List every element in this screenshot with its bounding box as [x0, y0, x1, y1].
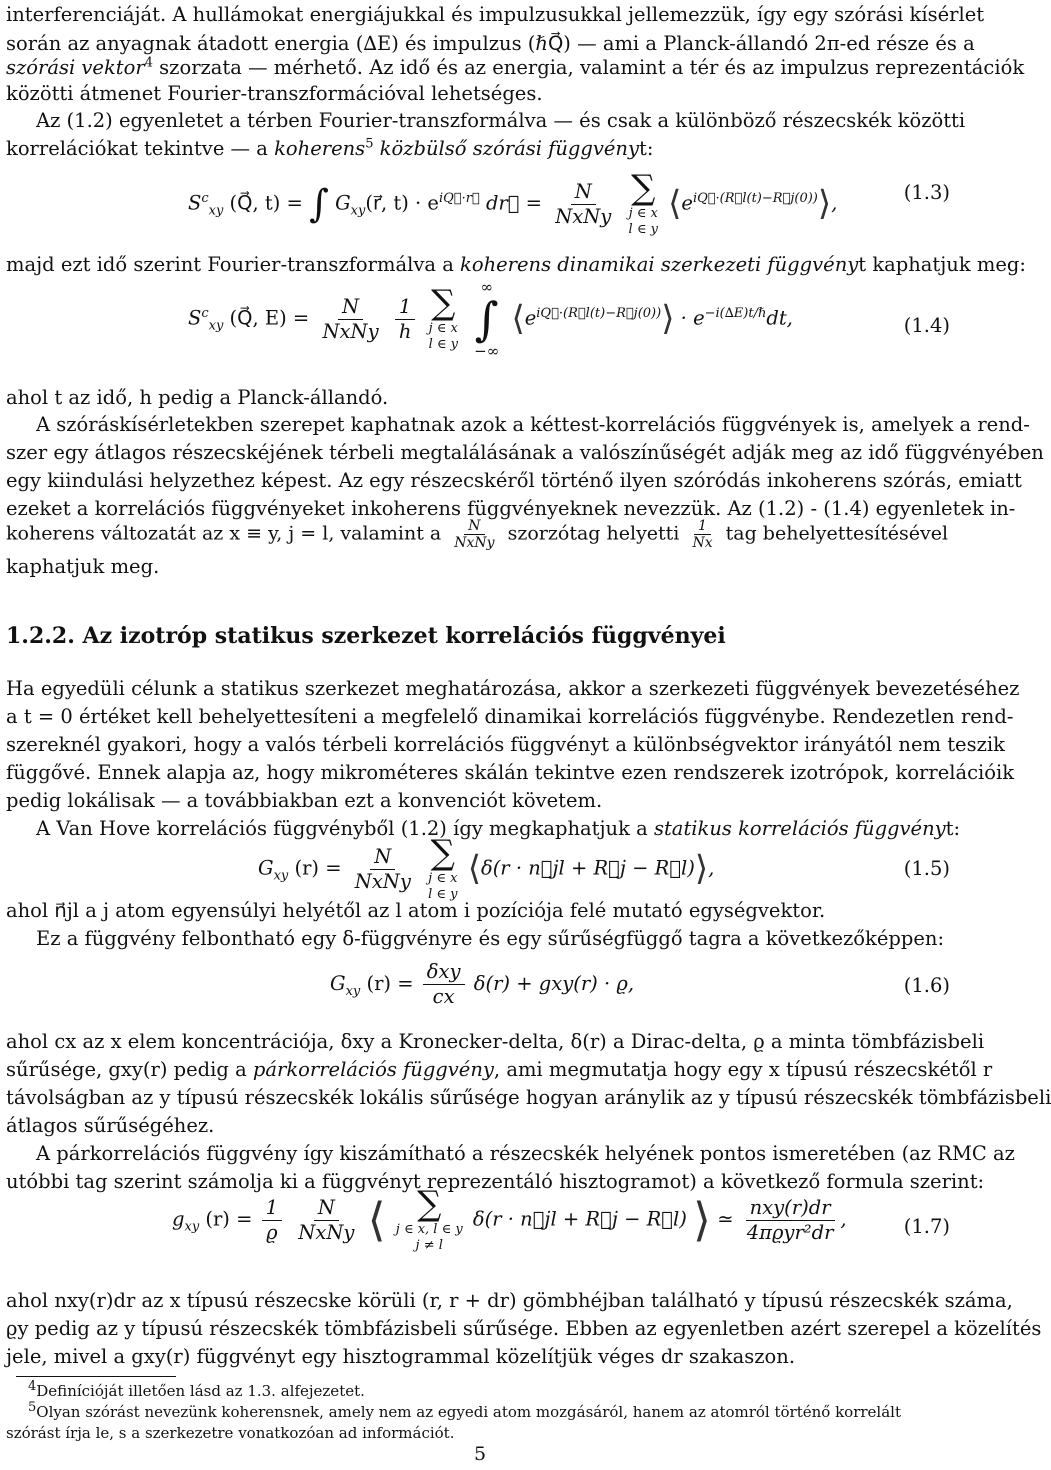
- body-text-line: [6, 518, 956, 551]
- body-text-line: szer egy átlagos részecskéjének térbeli megtalálásának a valószínűségét adják meg az idő függvényében: [6, 441, 1044, 464]
- body-text: szorzótag helyetti: [507, 522, 680, 545]
- footnote-5: [6, 1402, 956, 1423]
- footnote-text: Definícióját illetően lásd az 1.3. alfejezetet.: [36, 1382, 365, 1400]
- fraction: $\frac{1}{h}$: [395, 295, 416, 344]
- body-text-line: ahol n⃗jl a j atom egyensúlyi helyétől az l atom i pozíciója felé mutató egységvektor.: [6, 899, 826, 922]
- body-text-line: ahol cx az x elem koncentrációja, δxy a Kronecker-delta, δ(r) a Dirac-delta, ϱ a minta tömbfázisbeli: [6, 1030, 985, 1053]
- body-text-line: [6, 53, 1025, 82]
- body-text-line: [6, 250, 1026, 279]
- sum-sign: ∑ j ∈ x l ∈ y: [628, 168, 658, 237]
- body-text: A Van Hove korrelációs függvényből (1.2) így megkaphatjuk a: [36, 817, 648, 840]
- body-text-line: szereknél gyakori, hogy a valós térbeli korrelációs függvényt a különbségvektor irányától nem teszik: [6, 733, 1005, 756]
- equation-number: (1.7): [903, 1215, 950, 1238]
- equation-number: (1.4): [903, 314, 950, 337]
- emphasis-text: statikus korrelációs függvény: [653, 817, 946, 840]
- fraction: $\frac{N}{\text{NxNy}}$: [555, 179, 612, 228]
- footnote-mark: 5: [365, 136, 374, 152]
- footnote-4: [6, 1381, 956, 1402]
- body-text-line: Ha egyedüli célunk a statikus szerkezet meghatározása, akkor a szerkezeti függvények bevezetéséhez: [6, 677, 1020, 700]
- body-text-line: interferenciáját. A hullámokat energiájukkal és impulzusukkal jellemezzük, így egy szórási kísérlet: [6, 3, 985, 26]
- page-number: 5: [473, 1443, 487, 1465]
- emphasis-text: párkorrelációs függvény: [252, 1058, 494, 1081]
- body-text-line: függővé. Ennek alapja az, hogy mikrométeres skálán tekintve ezen rendszerek izotrópok, korrelációik: [6, 761, 1015, 784]
- body-text-line: A szóráskísérletekben szerepet kaphatnak azok a kéttest-korrelációs függvények is, amelyek a rend-: [36, 413, 1030, 436]
- fraction: $\frac{N}{\text{NxNy}}$: [322, 294, 379, 343]
- body-text-line: a t = 0 értéket kell behelyettesíteni a megfelelő dinamikai korrelációs függvénybe. Rendezetlen rend-: [6, 705, 1014, 728]
- body-text-line: ϱy pedig az y típusú részecskék tömbfázisbeli sűrűsége. Ebben az egyenletben azért szerepel a közelítés: [6, 1317, 1042, 1340]
- sum-sign: ∑ j ∈ x, l ∈ y j ≠ l: [395, 1184, 463, 1253]
- equation-1-3: $S^c_{xy}$ (Q⃗, t) = ∫ $G_{xy}(r⃗$, $t) \cdot e^{iQ⃗\cdot r⃗}$ dr⃗ = $\frac{N}{\text{NxNy}}$ ∑ j ∈ x l ∈ y $⟨e^{iQ⃗\cdot(R⃗l(t)-R⃗j(0))}⟩$, (1.3): [188, 168, 950, 237]
- body-text: tag behelyettesítésével: [725, 522, 949, 545]
- footnote-5-continued: szórást írja le, s a szerkezetre vonatkozóan ad információt.: [6, 1424, 455, 1442]
- body-text: t kaphatjuk meg:: [858, 253, 1026, 276]
- emphasis-text: szórási vektor: [6, 56, 145, 79]
- emphasis-text: közbülső szórási függvény: [379, 137, 640, 160]
- section-heading: 1.2.2. Az izotróp statikus szerkezet korrelációs függvényei: [6, 623, 726, 649]
- equation-number: (1.5): [903, 857, 950, 880]
- body-text-line: távolságban az y típusú részecskék lokális sűrűsége hogyan aránylik az y típusú részecskék tömbfázisbeli: [6, 1086, 1051, 1109]
- footnote-rule: [16, 1376, 176, 1377]
- fraction: $\frac{\text{nxy(r)dr}}{\text{4πϱyr²dr}}$: [746, 1195, 834, 1244]
- body-text-line: során az anyagnak átadott energia (∆E) és impulzus (ℏQ⃗) — ami a Planck-állandó 2π-ed része és a: [6, 32, 975, 55]
- body-text-line: Az (1.2) egyenletet a térben Fourier-transzformálva — és csak a különböző részecskék közötti: [36, 109, 966, 132]
- footnote-mark: 5: [28, 1400, 37, 1415]
- body-text: t:: [639, 137, 654, 160]
- emphasis-text: koherens: [274, 137, 366, 160]
- body-text-line: A párkorrelációs függvény így kiszámítható a részecskék helyének pontos ismeretében (az RMC az: [36, 1142, 1015, 1165]
- sum-sign: ∑ j ∈ x l ∈ y: [428, 283, 458, 352]
- footnote-text: Olyan szórást nevezünk koherensnek, amely nem az egyedi atom mozgásáról, hanem az atomról történő korrelált: [36, 1403, 901, 1421]
- footnote-mark: 4: [28, 1379, 37, 1394]
- equation-1-6: $G_{xy}$ (r) = $\frac{\text{δxy}}{cx}$ δ(r) + gxy(r) · ϱ, (1.6): [330, 960, 950, 1008]
- body-text: sűrűsége, gxy(r) pedig a: [6, 1058, 247, 1081]
- integral-sign: ∫: [309, 181, 329, 226]
- inline-fraction: $\frac{1}{Nx}$: [692, 518, 713, 551]
- body-text-line: [6, 1055, 993, 1084]
- equation-1-7: $g_{xy}$ (r) = $\frac{1}{ϱ}$ $\frac{N}{\text{NxNy}}$ ⟨ ∑ j ∈ x, l ∈ y j ≠ l δ(r · n⃗jl + R⃗j − R⃗l) ⟩ ≃ $\frac{\text{nxy(r)dr}}{\text{4πϱyr²dr}}$ , (1.7): [172, 1184, 950, 1253]
- body-text: szorzata — mérhető. Az idő és az energia, valamint a tér és az impulzus reprezentációk: [159, 56, 1025, 79]
- body-text-line: közötti átmenet Fourier-transzformációval lehetséges.: [6, 82, 543, 105]
- body-text-line: [6, 134, 956, 163]
- body-text-line: egy kiindulási helyzethez képest. Az egy részecskéről történő ilyen szóródás inkoherens szórás, emiatt: [6, 469, 1022, 492]
- body-text: , ami megmutatja hogy egy x típusú részecskétől r: [493, 1058, 993, 1081]
- body-text: majd ezt idő szerint Fourier-transzformálva a: [6, 253, 454, 276]
- sum-sign: ∑ j ∈ x l ∈ y: [428, 833, 458, 902]
- body-text-line: kaphatjuk meg.: [6, 555, 160, 578]
- footnote-mark: 4: [144, 55, 153, 71]
- body-text: korrelációkat tekintve — a: [6, 137, 268, 160]
- body-text-line: utóbbi tag szerint számolja ki a függvényt reprezentáló hisztogramot) a következő formula szerint:: [6, 1170, 985, 1193]
- body-text-line: átlagos sűrűségéhez.: [6, 1114, 215, 1137]
- integral-sign: ∞ ∫ −∞: [474, 278, 500, 360]
- fraction: $\frac{\text{δxy}}{cx}$: [423, 960, 465, 1009]
- emphasis-text: koherens dinamikai szerkezeti függvény: [460, 253, 859, 276]
- body-text-line: ahol nxy(r)dr az x típusú részecske körüli (r, r + dr) gömbhéjban található y típusú részecskék száma,: [6, 1289, 1013, 1312]
- equation-number: (1.3): [903, 181, 950, 204]
- inline-fraction: $\frac{N}{\text{NxNy}}$: [454, 518, 495, 551]
- fraction: $\frac{1}{ϱ}$: [262, 1196, 282, 1245]
- body-text-line: jele, mivel a gxy(r) függvényt egy hisztogrammal közelítjük véges dr szakaszon.: [6, 1345, 796, 1368]
- fraction: $\frac{N}{\text{NxNy}}$: [354, 844, 411, 893]
- body-text-line: ahol t az idő, h pedig a Planck-állandó.: [6, 386, 389, 409]
- body-text-line: ezeket a korrelációs függvényeket inkoherens függvényeknek nevezzük. Az (1.2) - (1.4) egyenletek in-: [6, 497, 1016, 520]
- fraction: $\frac{N}{\text{NxNy}}$: [298, 1195, 355, 1244]
- body-text: t:: [945, 817, 961, 840]
- equation-1-4: $S^c_{xy}$ (Q⃗, E) = $\frac{N}{\text{NxNy}}$ $\frac{1}{h}$ ∑ j ∈ x l ∈ y ∞ ∫ −∞ $⟨e^{iQ⃗\cdot(R⃗l(t)-R⃗j(0))}⟩ \cdot e^{-i(\Delta E)t/\hbar}dt$, (1.4): [188, 278, 950, 360]
- body-text-line: Ez a függvény felbontható egy δ-függvényre és egy sűrűségfüggő tagra a következőképpen:: [36, 927, 945, 950]
- body-text-line: pedig lokálisak — a továbbiakban ezt a konvenciót követem.: [6, 789, 603, 812]
- equation-1-5: $G_{xy}$ (r) = $\frac{N}{\text{NxNy}}$ ∑ j ∈ x l ∈ y ⟨δ(r · n⃗jl + R⃗j − R⃗l)⟩, (1.5): [258, 833, 950, 902]
- equation-number: (1.6): [903, 974, 950, 997]
- body-text: koherens változatát az x ≡ y, j = l, valamint a: [6, 522, 442, 545]
